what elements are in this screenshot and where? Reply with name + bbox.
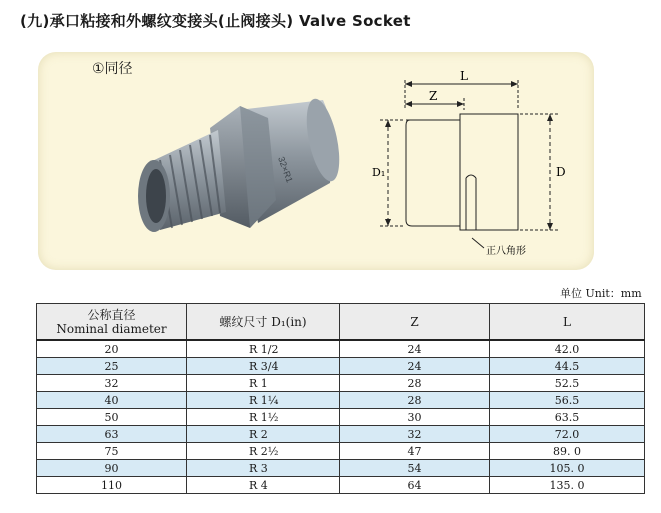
dim-L-label: L — [460, 70, 468, 83]
cell-l: 42.0 — [490, 340, 645, 358]
cell-z: 28 — [340, 392, 490, 409]
cell-l: 72.0 — [490, 426, 645, 443]
cell-thread: R 4 — [187, 477, 340, 494]
cell-z: 24 — [340, 340, 490, 358]
cell-l: 63.5 — [490, 409, 645, 426]
cell-z: 54 — [340, 460, 490, 477]
cell-thread: R 1¼ — [187, 392, 340, 409]
cell-l: 89. 0 — [490, 443, 645, 460]
cell-z: 32 — [340, 426, 490, 443]
cell-nominal: 75 — [37, 443, 187, 460]
cell-thread: R 1/2 — [187, 340, 340, 358]
cell-l: 56.5 — [490, 392, 645, 409]
cell-thread: R 1½ — [187, 409, 340, 426]
cell-l: 105. 0 — [490, 460, 645, 477]
section-label: ①同径 — [92, 61, 133, 77]
table-row — [37, 443, 645, 460]
cell-nominal: 40 — [37, 392, 187, 409]
dimension-drawing — [360, 70, 590, 260]
table-row — [37, 340, 645, 358]
cell-thread: R 2 — [187, 426, 340, 443]
cell-nominal: 20 — [37, 340, 187, 358]
cell-z: 28 — [340, 375, 490, 392]
table-row — [37, 477, 645, 494]
dim-D1-label: D₁ — [372, 166, 386, 179]
table-row — [37, 358, 645, 375]
header-nominal — [37, 304, 187, 341]
cell-nominal: 50 — [37, 409, 187, 426]
octagon-note: 正八角形 — [486, 246, 526, 257]
table-row — [37, 375, 645, 392]
cell-nominal: 25 — [37, 358, 187, 375]
cell-thread: R 3/4 — [187, 358, 340, 375]
header-nominal-cn: 公称直径 — [87, 307, 136, 322]
dim-D-label: D — [556, 165, 566, 179]
cell-nominal: 63 — [37, 426, 187, 443]
cell-z: 30 — [340, 409, 490, 426]
cell-z: 64 — [340, 477, 490, 494]
cell-thread: R 1 — [187, 375, 340, 392]
cell-z: 47 — [340, 443, 490, 460]
cell-nominal: 110 — [37, 477, 187, 494]
cell-thread: R 3 — [187, 460, 340, 477]
header-nominal-en: Nominal diameter — [56, 321, 167, 336]
table-row — [37, 409, 645, 426]
svg-text:32×R1: 32×R1 — [276, 155, 295, 184]
table-row — [37, 460, 645, 477]
dimension-table — [36, 303, 645, 494]
cell-z: 24 — [340, 358, 490, 375]
unit-label: 单位 Unit：mm — [560, 287, 642, 300]
page-title: (九)承口粘接和外螺纹变接头(止阀接头) Valve Socket — [20, 12, 411, 30]
cell-nominal: 32 — [37, 375, 187, 392]
table-row — [37, 392, 645, 409]
cell-l: 52.5 — [490, 375, 645, 392]
header-l: L — [490, 304, 645, 341]
cell-nominal: 90 — [37, 460, 187, 477]
header-z: Z — [340, 304, 490, 341]
table-row — [37, 426, 645, 443]
product-panel — [38, 52, 594, 270]
dim-Z-label: Z — [429, 89, 438, 103]
cell-l: 135. 0 — [490, 477, 645, 494]
valve-socket-photo — [118, 88, 348, 258]
table-header-row — [37, 304, 645, 341]
cell-l: 44.5 — [490, 358, 645, 375]
header-thread: 螺纹尺寸 D₁(in) — [187, 304, 340, 341]
cell-thread: R 2½ — [187, 443, 340, 460]
